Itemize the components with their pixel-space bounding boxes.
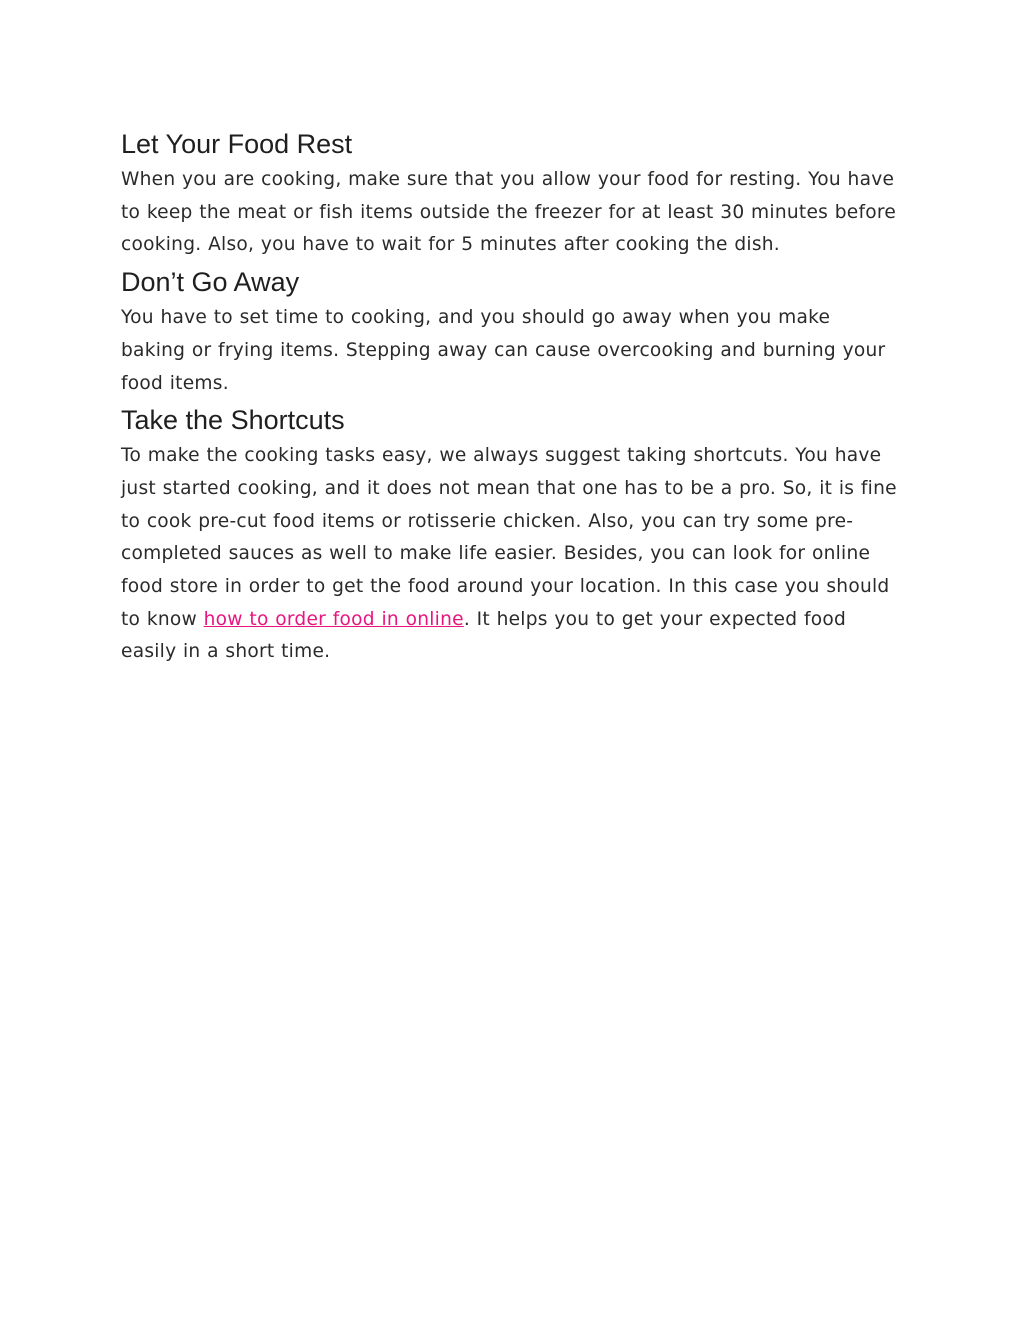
document-page — [121, 124, 901, 669]
section-body-take-the-shortcuts — [121, 440, 901, 669]
section-body-dont-go-away: You have to set time to cooking, and you should go away when you make baking or frying items. Stepping away can cause overcooking and burning your food items. — [121, 307, 886, 394]
section-title-take-the-shortcuts: Take the Shortcuts — [121, 405, 345, 436]
body-text-after-link: . It helps you to get your expected food easily in a short time. — [121, 608, 847, 663]
section-title-let-your-food-rest: Let Your Food Rest — [121, 129, 353, 159]
section-body-let-your-food-rest: When you are cooking, make sure that you allow your food for resting. You have to keep the meat or fish items outside the freezer for at least 30 minutes before cooking. Also, you have to wait for 5 minutes after cooking the dish. — [121, 169, 897, 256]
order-food-online-link[interactable]: how to order food in online — [203, 608, 464, 630]
body-text-before-link: To make the cooking tasks easy, we always suggest taking shortcuts. You have just started cooking, and it does not mean that one has to be a pro. So, it is fine to cook pre-cut food items or rotisserie chicken. Also, you can try some pre- completed sauces as well to make life easier. Besides, you can look for online food store in order to get the food around your location. In this case you should to know — [121, 445, 897, 630]
section-title-dont-go-away: Don’t Go Away — [121, 267, 300, 298]
